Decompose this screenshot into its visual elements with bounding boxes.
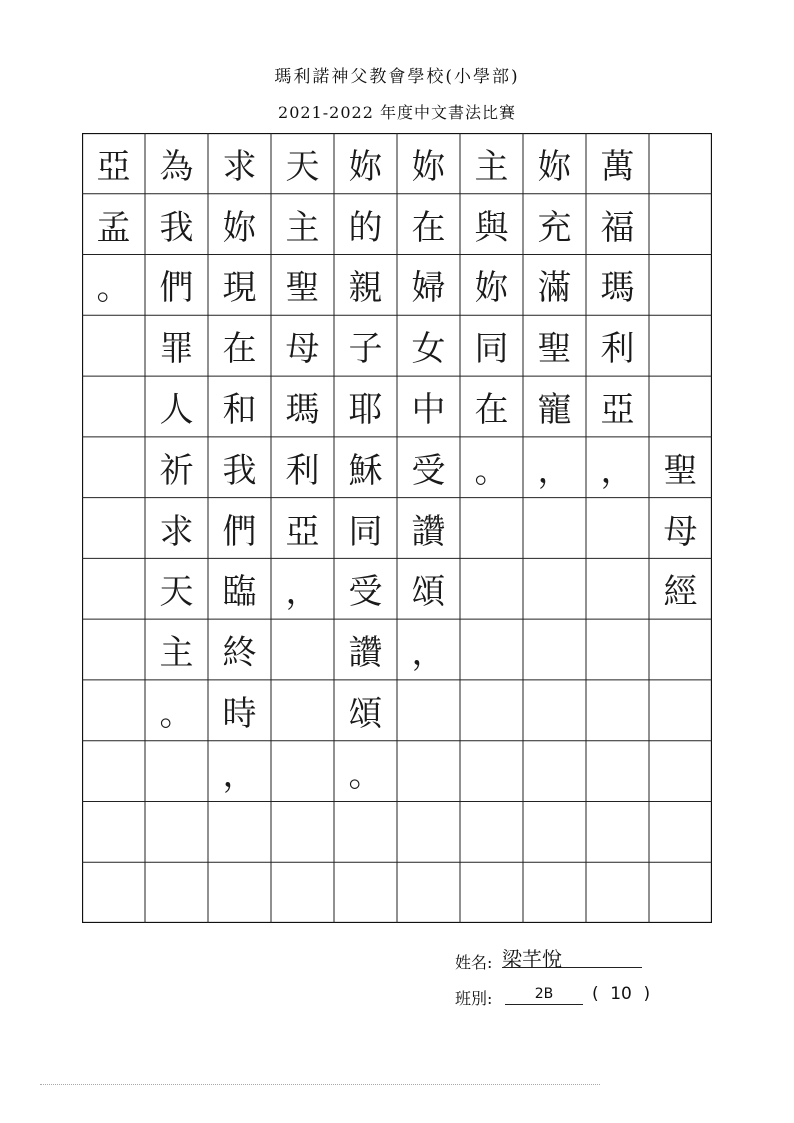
grid-cell: 瑪 [600,268,635,309]
grid-cell: 讚 [348,633,383,674]
grid-cell: 。 [474,450,509,491]
grid-cell [82,315,145,376]
grid-cell [649,619,712,680]
grid-cell: 婦 [411,268,446,309]
grid-cell [460,498,523,559]
grid-cell [649,133,712,194]
grid-cell: 中 [411,389,446,430]
grid-cell: 母 [663,511,698,552]
grid-cell [271,862,334,923]
grid-cell: 求 [222,146,257,187]
grid-cell: 人 [159,389,194,430]
scan-artifacts [40,1080,600,1085]
grid-cell [586,619,649,680]
grid-cell [334,801,397,862]
student-number [592,984,650,1004]
grid-cell [82,741,145,802]
grid-cell [649,862,712,923]
grid-cell [523,862,586,923]
grid-cell: 和 [222,389,257,430]
grid-cell: 頌 [348,693,383,734]
grid-cell: 耶 [348,389,383,430]
grid-cell [460,558,523,619]
grid-cell [649,255,712,316]
grid-cell [460,741,523,802]
grid-cell: 我 [222,450,257,491]
grid-cell: 充 [537,207,572,248]
grid-cell: 妳 [348,146,383,187]
name-label: 姓名: [455,953,493,972]
grid-cell: 子 [348,329,383,370]
grid-cell: 福 [600,207,635,248]
grid-cell: 母 [285,329,320,370]
grid-cell [460,862,523,923]
grid-cell [145,801,208,862]
grid-cell [208,862,271,923]
grid-cell: 聖 [537,329,572,370]
grid-cell [271,680,334,741]
grid-cell [649,315,712,376]
grid-cell [82,437,145,498]
class-label: 班別: [455,989,493,1008]
grid-cell [649,376,712,437]
grid-cell [82,558,145,619]
grid-cell [397,801,460,862]
grid-cell: 經 [663,572,698,613]
grid-cell: 現 [222,268,257,309]
grid-cell: 孟 [96,207,131,248]
grid-cell [460,801,523,862]
grid-cell: 在 [411,207,446,248]
competition-title: 2021-2022 年度中文書法比賽 [278,103,516,122]
grid-cell: 亞 [285,511,320,552]
grid-cell [397,741,460,802]
grid-cell: 受 [411,450,446,491]
number-value: 10 [610,984,632,1004]
grid-cell [82,680,145,741]
grid-cell: ， [285,572,320,613]
grid-cell: 罪 [159,329,194,370]
grid-cell: 臨 [222,572,257,613]
grid-cell: 亞 [600,389,635,430]
class-value: 2B [505,986,583,1005]
grid-cell [649,741,712,802]
grid-cell [271,619,334,680]
grid-cell [82,619,145,680]
grid-cell: 聖 [285,268,320,309]
grid-cell [649,680,712,741]
number-open-paren: ( [592,984,599,1004]
grid-cell: 穌 [348,450,383,491]
grid-cell [334,862,397,923]
grid-cell: 頌 [411,572,446,613]
name-value: 梁芊悅 [502,943,642,968]
grid-cell: 同 [348,511,383,552]
grid-cell: 天 [159,572,194,613]
grid-cell: ， [411,633,446,674]
grid-cell [586,801,649,862]
grid-cell [460,680,523,741]
grid-cell [649,194,712,255]
grid-cell: 亞 [96,146,131,187]
grid-cell: ， [537,450,572,491]
grid-cell: 妳 [222,207,257,248]
grid-cell [523,801,586,862]
grid-cell: 時 [222,693,257,734]
grid-cell [271,801,334,862]
grid-cell: 女 [411,329,446,370]
grid-cell [586,680,649,741]
grid-cell [586,498,649,559]
number-close-paren: ) [643,984,651,1004]
grid-cell [586,558,649,619]
grid-cell: 為 [159,146,194,187]
grid-cell: 。 [159,693,194,734]
grid-cell [82,376,145,437]
grid-cell: ， [222,754,257,795]
grid-cell: 滿 [537,268,572,309]
grid-cell: ， [600,450,635,491]
grid-cell [523,498,586,559]
grid-cell [523,741,586,802]
grid-cell: 祈 [159,450,194,491]
grid-cell: 們 [159,268,194,309]
grid-cell [460,619,523,680]
calligraphy-grid [82,133,712,923]
grid-cell: 妳 [474,268,509,309]
grid-cell: 萬 [600,146,635,187]
grid-cell [523,619,586,680]
grid-cell: 親 [348,268,383,309]
grid-cell [649,801,712,862]
grid-cell: 聖 [663,450,698,491]
grid-cell: 。 [348,754,383,795]
grid-cell: 主 [474,146,509,187]
grid-cell [586,741,649,802]
grid-cell: 寵 [537,389,572,430]
grid-cell: 讚 [411,511,446,552]
grid-cell: 的 [348,207,383,248]
grid-cell: 利 [285,450,320,491]
grid-cell: 主 [285,207,320,248]
school-title: 瑪利諾神父教會學校(小學部) [274,67,520,87]
grid-cell [208,801,271,862]
grid-cell [82,498,145,559]
grid-cell: 終 [222,633,257,674]
grid-cell: 在 [474,389,509,430]
grid-cell [523,680,586,741]
grid-cell: 妳 [411,146,446,187]
grid-cell [397,862,460,923]
grid-cell: 求 [159,511,194,552]
grid-cell: 同 [474,329,509,370]
grid-cell [145,741,208,802]
grid-cell [586,862,649,923]
grid-cell [523,558,586,619]
grid-cell: 瑪 [285,389,320,430]
grid-cell: 天 [285,146,320,187]
grid-cell [82,862,145,923]
grid-cell: 們 [222,511,257,552]
grid-cell: 我 [159,207,194,248]
grid-cell [397,680,460,741]
grid-cell [145,862,208,923]
grid-cell [271,741,334,802]
grid-cell: 。 [96,268,131,309]
grid-cell: 利 [600,329,635,370]
grid-cell: 與 [474,207,509,248]
grid-cell: 受 [348,572,383,613]
grid-cell: 在 [222,329,257,370]
grid-cell: 主 [159,633,194,674]
grid-cell: 妳 [537,146,572,187]
grid-cell [82,801,145,862]
